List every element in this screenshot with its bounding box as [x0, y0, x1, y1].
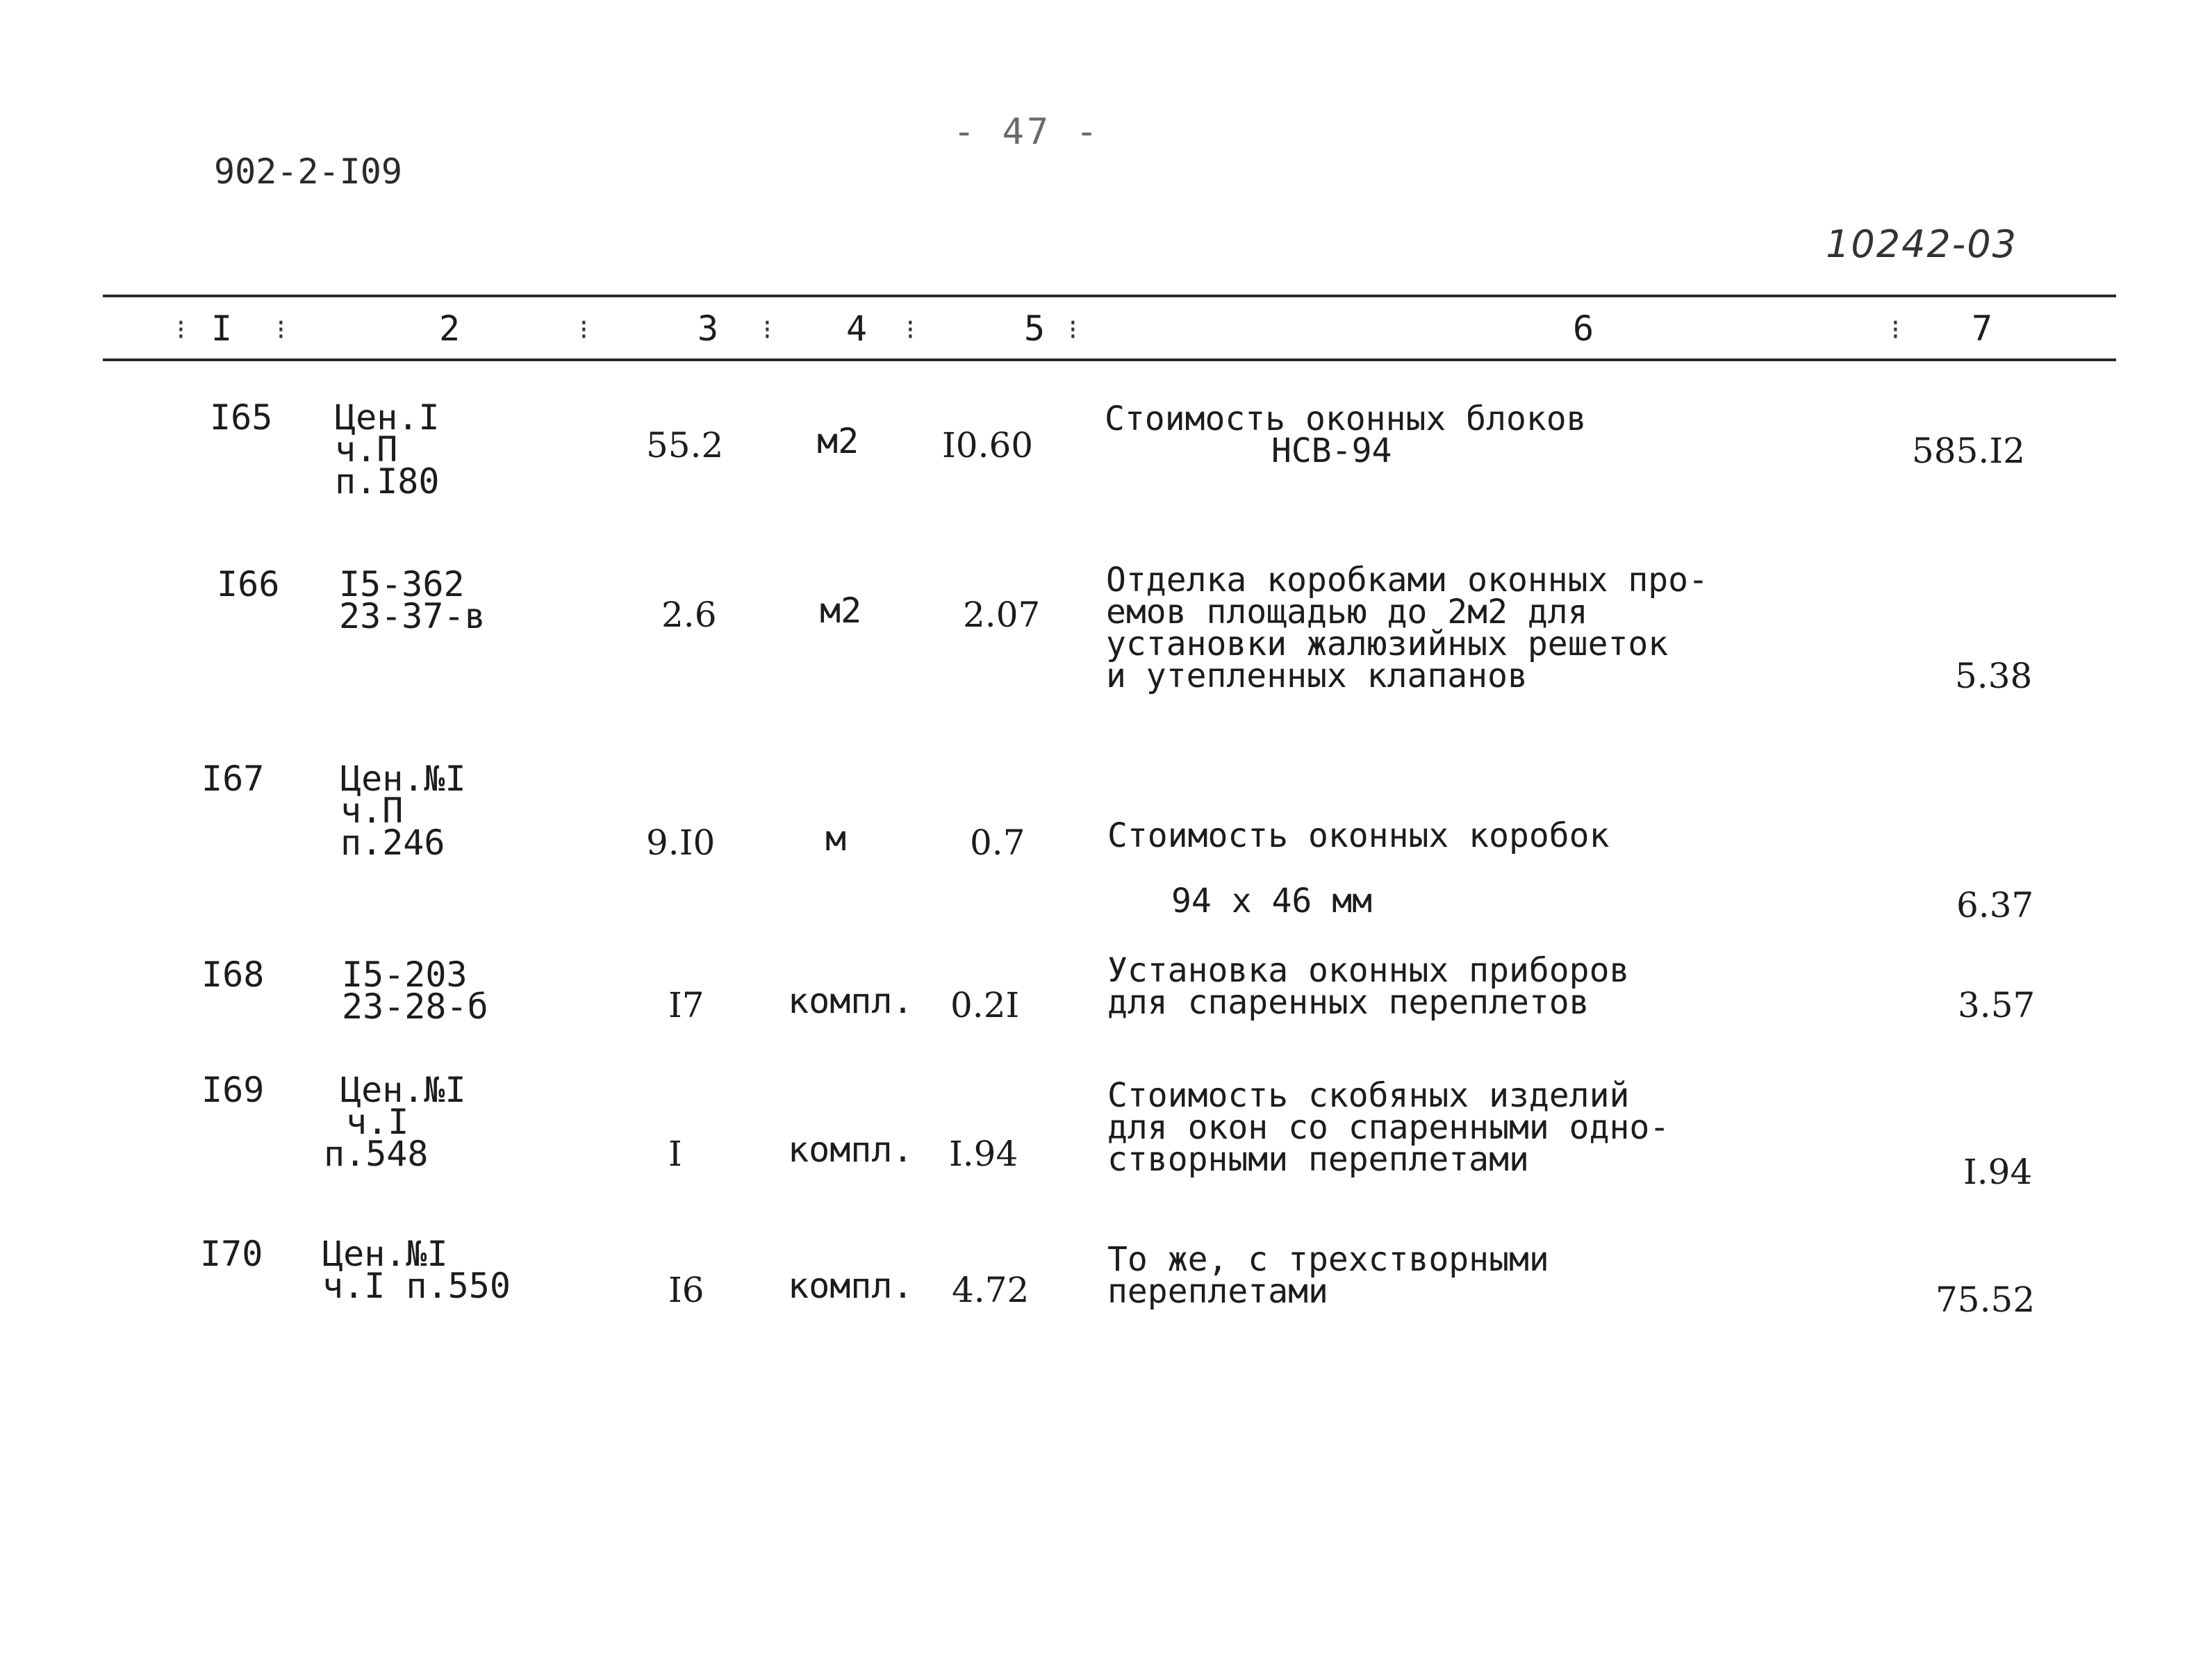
column-header-5: 5	[1024, 308, 1046, 349]
row-reference: Цен.№I ч.I п.548	[324, 1070, 466, 1174]
row-unit-price: 0.7	[970, 823, 1025, 863]
row-unit: компл.	[788, 1266, 914, 1306]
row-total: 75.52	[1936, 1280, 2036, 1320]
row-quantity: I6	[668, 1270, 704, 1310]
row-number: I68	[201, 955, 265, 995]
row-quantity: 2.6	[661, 595, 717, 635]
row-total: 585.I2	[1912, 431, 2025, 471]
row-description: Стоимость оконных коробок	[1107, 816, 1610, 855]
column-header-1: I	[211, 308, 233, 349]
row-reference: Цен.№I ч.I п.550	[322, 1234, 511, 1306]
row-number: I65	[210, 397, 273, 438]
row-quantity: I	[668, 1134, 682, 1174]
document-code: 902-2-I09	[214, 151, 402, 192]
page-number: - 47 -	[953, 111, 1100, 153]
column-header-2: 2	[439, 308, 461, 349]
row-description: Отделка коробками оконных про- емов площадью до 2м2 для установки жалюзийных решеток и утепленных клапанов	[1106, 561, 1708, 695]
column-header-3: 3	[698, 308, 719, 349]
row-description: Стоимость скобяных изделий для окон со спаренными одно- створными переплетами	[1107, 1076, 1670, 1179]
column-separator: ⁝	[763, 314, 772, 346]
row-number: I69	[201, 1070, 265, 1110]
row-quantity: 9.I0	[646, 823, 716, 863]
row-unit-price: 4.72	[952, 1270, 1030, 1310]
row-description: Установка оконных приборов для спаренных переплетов	[1107, 951, 1630, 1022]
column-separator: ⁝	[1891, 314, 1900, 346]
row-reference: I5-203 23-28-б	[342, 955, 488, 1027]
row-unit: компл.	[788, 1130, 914, 1170]
row-unit-price: 0.2I	[950, 985, 1020, 1025]
row-number: I66	[217, 564, 280, 604]
table-top-rule	[103, 295, 2116, 297]
row-unit-price: 2.07	[963, 595, 1041, 635]
column-separator: ⁝	[176, 314, 185, 346]
row-total: 3.57	[1958, 985, 2036, 1025]
row-reference: I5-362 23-37-в	[339, 564, 486, 636]
column-separator: ⁝	[579, 314, 588, 346]
handwritten-stamp: 10242-03	[1826, 222, 2017, 266]
row-total: I.94	[1963, 1152, 2033, 1192]
column-header-4: 4	[846, 308, 868, 349]
row-reference: Цен.I ч.П п.I80	[335, 397, 440, 502]
column-header-7: 7	[1972, 308, 1993, 349]
row-quantity: I7	[668, 985, 704, 1025]
row-unit-price: I.94	[949, 1134, 1018, 1174]
column-separator: ⁝	[1068, 314, 1078, 346]
row-unit: компл.	[788, 981, 914, 1021]
row-description: Стоимость оконных блоков НСВ-94	[1105, 399, 1587, 470]
column-separator: ⁝	[906, 314, 915, 346]
row-total: 5.38	[1955, 656, 2033, 696]
row-quantity: 55.2	[646, 425, 724, 465]
row-total: 6.37	[1956, 885, 2034, 925]
column-separator: ⁝	[276, 314, 286, 346]
column-header-6: 6	[1573, 308, 1594, 349]
row-description-dimensions: 94 х 46 мм	[1171, 882, 1372, 920]
row-unit: м2	[820, 590, 862, 631]
row-reference: Цен.№I ч.П п.246	[340, 759, 466, 863]
row-unit: м	[825, 818, 847, 859]
row-unit-price: I0.60	[942, 425, 1034, 465]
table-header-rule	[103, 358, 2116, 361]
row-unit: м2	[817, 421, 859, 461]
row-number: I70	[200, 1234, 263, 1274]
row-description: То же, с трехстворными переплетами	[1107, 1240, 1549, 1311]
row-number: I67	[201, 759, 265, 799]
